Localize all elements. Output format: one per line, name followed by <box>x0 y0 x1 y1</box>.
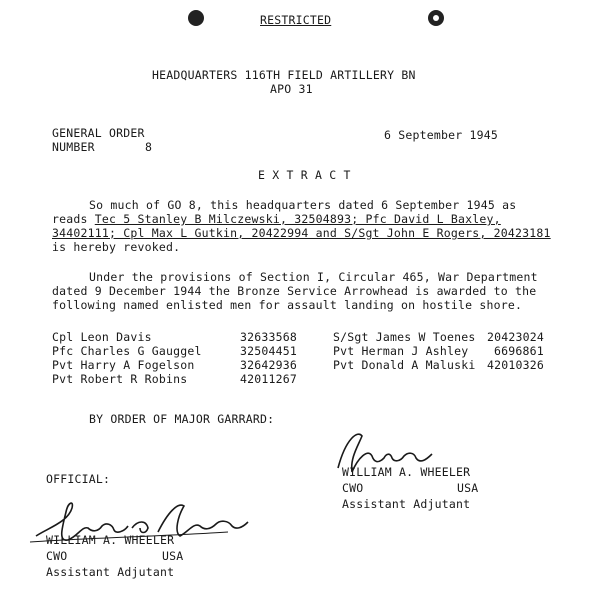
paragraph-2-line-1: Under the provisions of Section I, Circular 465, War Department <box>89 270 538 284</box>
signer-name: WILLIAM A. WHEELER <box>46 533 175 547</box>
official-label: OFFICIAL: <box>46 472 111 486</box>
punch-hole-right <box>428 10 444 26</box>
roster-name: Pvt Robert R Robins <box>52 372 188 386</box>
order-number: 8 <box>145 140 153 154</box>
roster-serial: 6696861 <box>494 344 544 358</box>
authority-line: BY ORDER OF MAJOR GARRARD: <box>89 412 275 426</box>
punch-hole-left <box>188 10 204 26</box>
signer-title: Assistant Adjutant <box>46 565 175 579</box>
extract-heading: E X T R A C T <box>258 168 351 182</box>
paragraph-1-line-2: reads Tec 5 Stanley B Milczewski, 32504893; Pfc David L Baxley, <box>52 212 501 226</box>
roster-serial: 32642936 <box>240 358 297 372</box>
roster-name: Cpl Leon Davis <box>52 330 152 344</box>
signer-name: WILLIAM A. WHEELER <box>342 465 471 479</box>
roster-serial: 32633568 <box>240 330 297 344</box>
order-date: 6 September 1945 <box>384 128 498 142</box>
roster-serial: 42011267 <box>240 372 297 386</box>
roster-serial: 32504451 <box>240 344 297 358</box>
signer-grade: CWO <box>342 481 364 495</box>
unit-heading: HEADQUARTERS 116TH FIELD ARTILLERY BN <box>152 68 416 82</box>
order-number-label: NUMBER <box>52 140 95 154</box>
roster-name: S/Sgt James W Toenes <box>333 330 476 344</box>
order-type-label: GENERAL ORDER <box>52 126 145 140</box>
paragraph-1-line-4: is hereby revoked. <box>52 240 181 254</box>
roster-name: Pvt Herman J Ashley <box>333 344 469 358</box>
classification-marking: RESTRICTED <box>260 13 332 27</box>
roster-name: Pvt Harry A Fogelson <box>52 358 195 372</box>
roster-name: Pvt Donald A Maluski <box>333 358 476 372</box>
signer-branch: USA <box>457 481 479 495</box>
paragraph-1-line-3: 34402111; Cpl Max L Gutkin, 20422994 and S/Sgt John E Rogers, 20423181 <box>52 226 551 240</box>
signer-branch: USA <box>162 549 184 563</box>
paragraph-1-line-1: So much of GO 8, this headquarters dated 6 September 1945 as <box>89 198 517 212</box>
paragraph-2-line-3: following named enlisted men for assault landing on hostile shore. <box>52 298 523 312</box>
signer-title: Assistant Adjutant <box>342 497 471 511</box>
roster-name: Pfc Charles G Gauggel <box>52 344 202 358</box>
paragraph-2-line-2: dated 9 December 1944 the Bronze Service Arrowhead is awarded to the <box>52 284 537 298</box>
apo-heading: APO 31 <box>270 82 313 96</box>
roster-serial: 42010326 <box>487 358 544 372</box>
roster-serial: 20423024 <box>487 330 544 344</box>
signer-grade: CWO <box>46 549 68 563</box>
